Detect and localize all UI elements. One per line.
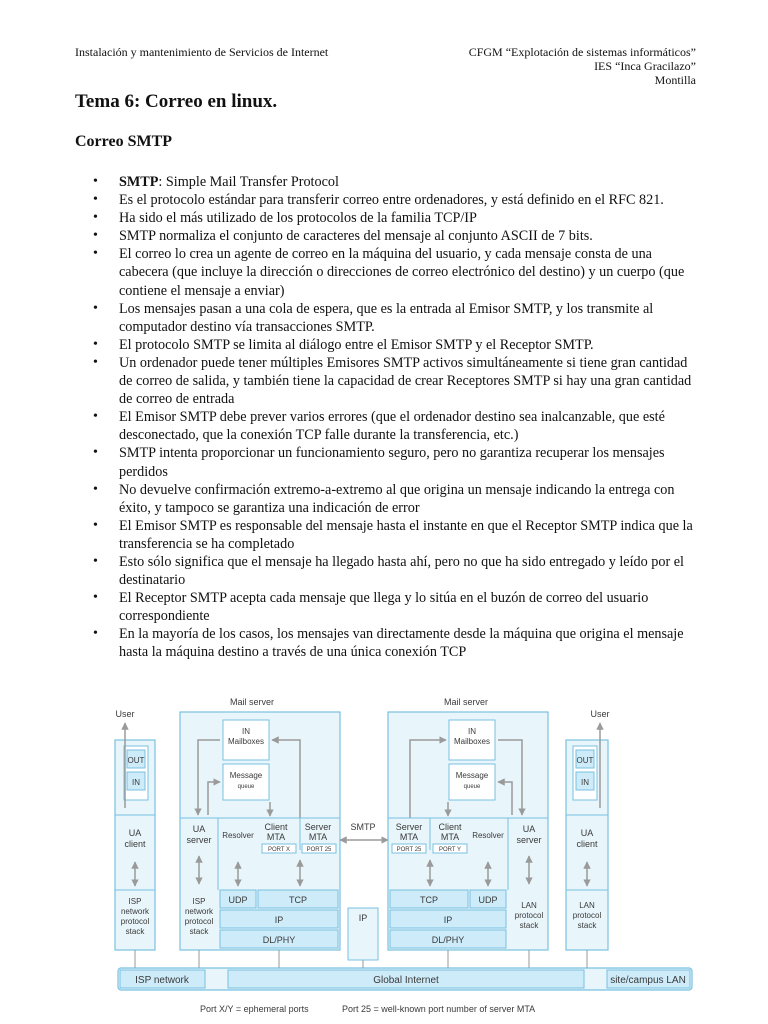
list-item: [75, 209, 695, 227]
port-y-label: PORT Y: [438, 847, 462, 853]
dlphy-right: DL/PHY: [431, 935, 465, 945]
right-mail-server: [388, 697, 548, 968]
global-internet-label: Global Internet: [373, 975, 439, 986]
list-item: [75, 354, 695, 408]
server-mta-line2: MTA: [308, 832, 328, 842]
header-cycle: CFGM “Explotación de sistemas informáticos”: [468, 45, 696, 59]
smtp-label: SMTP: [350, 822, 376, 832]
in-label-left: IN: [132, 778, 140, 787]
site-lan-label: site/campus LAN: [610, 975, 686, 986]
message-queue-line1: Message: [229, 771, 263, 780]
bullet-text: Esto sólo significa que el mensaje ha llegado hasta ahí, pero no que ha sido entregado y leído por el destinatario: [119, 553, 684, 589]
message-queue-line2: queue: [237, 784, 255, 790]
left-user-host: [115, 709, 155, 968]
lan-stack-server-line1: LAN: [521, 901, 537, 910]
header-school: IES “Inca Gracilazo”: [594, 59, 696, 73]
server-mta-line1: Server: [304, 822, 332, 832]
bullet-text: Es el protocolo estándar para transferir correo entre ordenadores, y está definido en el RFC 821.: [119, 192, 664, 209]
out-label-left: OUT: [127, 756, 145, 765]
ua-client-line2: client: [124, 839, 146, 849]
ip-router-label: IP: [358, 913, 368, 923]
lan-stack-line2: protocol: [572, 911, 602, 920]
lan-stack-line1: LAN: [579, 901, 595, 910]
isp-stack-line1: ISP: [128, 897, 142, 906]
isp-stack-server-line4: stack: [189, 927, 209, 936]
list-item: [75, 481, 695, 517]
user-label-right: User: [590, 709, 610, 719]
mail-server-label-right: Mail server: [443, 697, 489, 707]
udp-left: UDP: [228, 895, 248, 905]
isp-stack-server-line3: protocol: [184, 917, 214, 926]
header-institution: [469, 45, 696, 87]
server-mta-r-line2: MTA: [399, 832, 419, 842]
ua-server-r-line1: UA: [522, 824, 536, 834]
list-item: [75, 517, 695, 553]
dlphy-left: DL/PHY: [262, 935, 296, 945]
bullet-text: Los mensajes pasan a una cola de espera, que es la entrada al Emisor SMTP, y los transmite al computador destino vía transacciones SMTP.: [119, 300, 654, 335]
ua-server-line1: UA: [192, 824, 206, 834]
header-town: Montilla: [654, 73, 696, 87]
bullet-text: El Emisor SMTP debe prever varios errores (que el ordenador destino sea inalcanzable, que esté desconectado, que la conexión TCP falle durante la transferencia, etc.): [119, 409, 665, 444]
bullet-text: El protocolo SMTP se limita al diálogo entre el Emisor SMTP y el Receptor SMTP.: [119, 336, 594, 353]
server-mta-r-line1: Server: [395, 822, 423, 832]
in-label-right: IN: [581, 778, 589, 787]
network-bar: [118, 968, 692, 990]
left-mail-server: [180, 697, 340, 968]
list-item: [75, 444, 695, 480]
bullet-bold: SMTP: [119, 174, 159, 190]
isp-network-label: ISP network: [135, 975, 189, 986]
isp-stack-line4: stack: [125, 927, 145, 936]
bullet-list: [75, 173, 695, 662]
bullet-text: Un ordenador puede tener múltiples Emisores SMTP activos simultáneamente si tiene gran cantidad de correo de salida, y también tiene la capacidad de crear Receptores SMTP si hay una gran cantidad de correo de entrada: [119, 354, 692, 408]
isp-stack-server-line2: network: [184, 907, 214, 916]
udp-right: UDP: [478, 895, 498, 905]
footnote-ports: Port X/Y = ephemeral ports: [200, 1004, 309, 1014]
ip-right: IP: [443, 915, 453, 925]
smtp-link: [340, 822, 388, 968]
bullet-text: En la mayoría de los casos, los mensajes van directamente desde la máquina que origina el mensaje hasta la máquina destino a través de una única conexión TCP: [119, 626, 684, 661]
list-item: [75, 553, 695, 589]
bullet-text: El correo lo crea un agente de correo en la máquina del usuario, y cada mensaje consta de una cabecera (que incluye la dirección o direcciones de correo electrónico del destino) y un cuerpo (que contiene el mensaje a enviar): [119, 246, 685, 299]
list-item: [75, 625, 695, 661]
ua-client-r-line1: UA: [580, 828, 594, 838]
mail-server-label-left: Mail server: [229, 697, 275, 707]
bullet-text: El Emisor SMTP es responsable del mensaje hasta el instante en que el Receptor SMTP indica que la transferencia se ha completado: [119, 517, 693, 552]
client-mta-left: [264, 822, 288, 842]
message-queue-r-line1: Message: [455, 771, 489, 780]
list-item: [75, 245, 695, 299]
in-mailboxes-r-line1: IN: [468, 727, 476, 736]
bullet-text: El Receptor SMTP acepta cada mensaje que llega y lo sitúa en el buzón de correo del usuario correspondiente: [119, 590, 649, 625]
list-item: [75, 408, 695, 444]
out-label-right: OUT: [576, 756, 594, 765]
list-item: [75, 173, 695, 191]
in-mailboxes-line2: Mailboxes: [227, 737, 265, 746]
user-label-left: User: [115, 709, 135, 719]
resolver-left: Resolver: [222, 831, 254, 840]
isp-stack-line3: protocol: [120, 917, 150, 926]
header-course: Instalación y mantenimiento de Servicios de Internet: [75, 45, 329, 59]
ua-server-r-line2: server: [516, 835, 542, 845]
lan-stack-server-line3: stack: [519, 921, 539, 930]
lan-stack-line3: stack: [577, 921, 597, 930]
in-mailboxes-line1: IN: [242, 727, 250, 736]
port-x-label: PORT X: [267, 847, 291, 853]
bullet-text: SMTP normaliza el conjunto de caracteres del mensaje al conjunto ASCII de 7 bits.: [119, 228, 593, 245]
isp-stack-line2: network: [120, 907, 150, 916]
lan-stack-server-line2: protocol: [514, 911, 544, 920]
list-item: [75, 336, 695, 354]
bullet-text: Ha sido el más utilizado de los protocolos de la familia TCP/IP: [119, 210, 477, 227]
client-mta-line2: MTA: [266, 832, 286, 842]
bullet-text: No devuelve confirmación extremo-a-extremo al que origina un mensaje indicando la entrega con éxito, y tampoco se garantiza una indicación de error: [119, 481, 675, 516]
bullet-text: SMTP intenta proporcionar un funcionamiento seguro, pero no garantiza recuperar los mensajes perdidos: [119, 445, 665, 480]
bullet-text: : Simple Mail Transfer Protocol: [158, 174, 339, 190]
client-mta-right: [438, 822, 462, 842]
ip-left: IP: [274, 915, 284, 925]
ua-server-line2: server: [186, 835, 212, 845]
list-item: [75, 300, 695, 336]
port-25-label-left: PORT 25: [306, 847, 332, 853]
client-mta-r-line1: Client: [438, 822, 462, 832]
tcp-right: TCP: [420, 895, 438, 905]
ua-client-line1: UA: [128, 828, 142, 838]
smtp-architecture-diagram: [110, 690, 698, 1022]
list-item: [75, 589, 695, 625]
client-mta-r-line2: MTA: [440, 832, 460, 842]
client-mta-line1: Client: [264, 822, 288, 832]
list-item: [75, 227, 695, 245]
section-title: Correo SMTP: [75, 133, 173, 150]
right-user-host: [566, 709, 610, 968]
isp-stack-server-line1: ISP: [192, 897, 206, 906]
port-25-label-right: PORT 25: [396, 847, 422, 853]
page-title: Tema 6: Correo en linux.: [75, 91, 278, 112]
message-queue-r-line2: queue: [463, 784, 481, 790]
in-mailboxes-r-line2: Mailboxes: [453, 737, 491, 746]
footnote-25: Port 25 = well-known port number of server MTA: [342, 1004, 536, 1014]
list-item: [75, 191, 695, 209]
resolver-right: Resolver: [472, 831, 504, 840]
ua-client-r-line2: client: [576, 839, 598, 849]
tcp-left: TCP: [289, 895, 307, 905]
